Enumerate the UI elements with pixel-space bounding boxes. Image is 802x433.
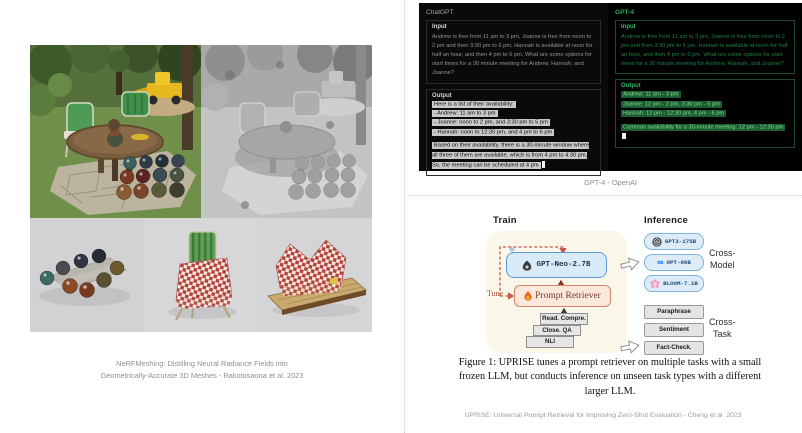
cross-task-block-arrow: [620, 339, 640, 354]
prompt-retriever-label: Prompt Retriever: [535, 291, 601, 301]
chatgpt-prompt-text: Andrew is free from 11 am to 3 pm, Joanne is free from noon to 2 pm and then 3:30 pm to 5 pm. Hannah is available at noon for half an hour, and then 4 pm to 6 pm. What are some options for start times for a 30 minute meeting for Andrew, Hannah, and Joanne?: [432, 33, 593, 77]
inference-task-paraphrase: Paraphrase: [644, 305, 704, 319]
uprise-source-caption: UPRISE: Universal Prompt Retrieval for Improving Zero-Shot Evaluation - Cheng et al. 2023: [464, 412, 742, 419]
chatgpt-output-line: - Joanne: noon to 2 pm, and 3:30 pm to 5 pm: [434, 119, 548, 126]
nerf-caption-line2: Geometrically-Accurate 3D Meshes - Rakotosaona et al. 2023: [100, 371, 304, 381]
train-task-close-qa: Close. QA: [533, 325, 581, 337]
gpt4-output-line: Andrew: 11 am - 3 pm: [623, 91, 679, 98]
nerf-caption-line1: NeRFMeshing: Distilling Neural Radiance Fields into: [116, 359, 288, 368]
chatgpt-input-label: Input: [432, 24, 447, 30]
chatgpt-pane: [419, 3, 608, 171]
cross-model-label: Cross- Model: [709, 248, 736, 270]
garden-scene-grayscale: [201, 45, 372, 218]
gpt4-output-line: Joanne: 12 pm - 2 pm, 3:30 pm - 5 pm: [623, 101, 720, 108]
gpt4-input-label: Input: [621, 24, 636, 30]
chatgpt-output-box: [426, 89, 601, 177]
snowflake-icon: ❄: [509, 247, 515, 254]
cross-task-label: Cross- Task: [709, 317, 736, 339]
gpt4-prompt-text: Andrew is free from 11 am to 3 pm, Joanne is free from noon to 2 pm and then 3:30 pm to 5 pm. Hannah is available at noon for half an hour, and then 4 pm to 6 pm. What are some options for start times for a 30 minute meeting for Andrew, Hannah, and Joanne?: [621, 33, 788, 68]
chatgpt-output-line: - Andrew: 11 am to 3 pm: [434, 110, 496, 117]
eleuther-logo-icon: [522, 260, 532, 271]
text-cursor: [622, 133, 626, 140]
gpt4-output-label: Output: [621, 83, 641, 90]
prompt-retriever-box: [514, 285, 611, 307]
gpt4-output-summary: Common availability for a 30-minute meeting: 12 pm - 12:30 pm: [621, 123, 789, 143]
chat-comparison-panel: [419, 3, 802, 171]
train-heading: Train: [493, 215, 517, 226]
inference-task-fact-check: Fact-Check.: [644, 341, 704, 355]
nerf-figure: [30, 45, 372, 332]
inference-model-gpt3: GPT3-175B: [644, 233, 704, 250]
train-task-read-compre: Read. Compre.: [540, 313, 588, 325]
gpt4-input-box: [615, 20, 795, 74]
inference-heading: Inference: [644, 215, 689, 226]
bloom-flower-icon: [650, 279, 660, 289]
gpt4-output-line: Hannah: 12 pm - 12:30 pm, 4 pm - 6 pm: [623, 110, 725, 117]
mesh-renders: [30, 218, 372, 332]
garden-scene-photos: [30, 45, 372, 218]
horizontal-dotted-separator: [409, 195, 802, 196]
chatgpt-output-label: Output: [432, 92, 452, 99]
frozen-llm-label: GPT-Neo-2.7B: [536, 261, 591, 269]
flame-icon: [524, 291, 532, 301]
chatgpt-output-summary: Based on their availability, there is a 30-minute window where all three of them are available, which is from 4 pm to 4:30 pm. So, the meeting can be scheduled at 4 pm: [432, 142, 590, 169]
chat-comparison-caption: GPT-4 - OpenAI: [584, 178, 637, 187]
meta-logo-icon: ∞: [657, 257, 664, 267]
gpt4-output-box: [615, 79, 795, 148]
chatgpt-output-line: - Hannah: noon to 12:30 pm, and 4 pm to 6 pm: [434, 129, 553, 136]
inference-task-sentiment: Sentiment: [644, 323, 704, 337]
gpt4-title: GPT-4: [615, 9, 635, 16]
nerf-figure-caption: [0, 358, 404, 382]
chatgpt-input-box: [426, 20, 601, 84]
train-task-nli: NLI: [526, 336, 574, 348]
openai-logo-icon: [652, 237, 662, 247]
vertical-dotted-separator: [404, 0, 405, 433]
gpt4-pane: [608, 3, 802, 171]
cross-model-block-arrow: [620, 256, 640, 272]
inference-model-bloom: BLOOM-7.1B: [644, 275, 704, 292]
chatgpt-title: ChatGPT: [426, 9, 454, 16]
frozen-llm-box: [506, 247, 607, 278]
inference-model-opt: ∞ OPT-66B: [644, 254, 704, 271]
uprise-figure-caption: Figure 1: UPRISE tunes a prompt retriever on multiple tasks with a small frozen LLM, but conducts inference on unseen task types with a different larger LLM.: [458, 357, 762, 397]
chatgpt-output-line: Here is a list of their availability:: [434, 101, 514, 108]
garden-scene-photo: [30, 45, 202, 218]
tune-label: Tune: [487, 289, 504, 298]
garden-chair-back: [122, 92, 149, 116]
text-cursor: [542, 161, 546, 168]
